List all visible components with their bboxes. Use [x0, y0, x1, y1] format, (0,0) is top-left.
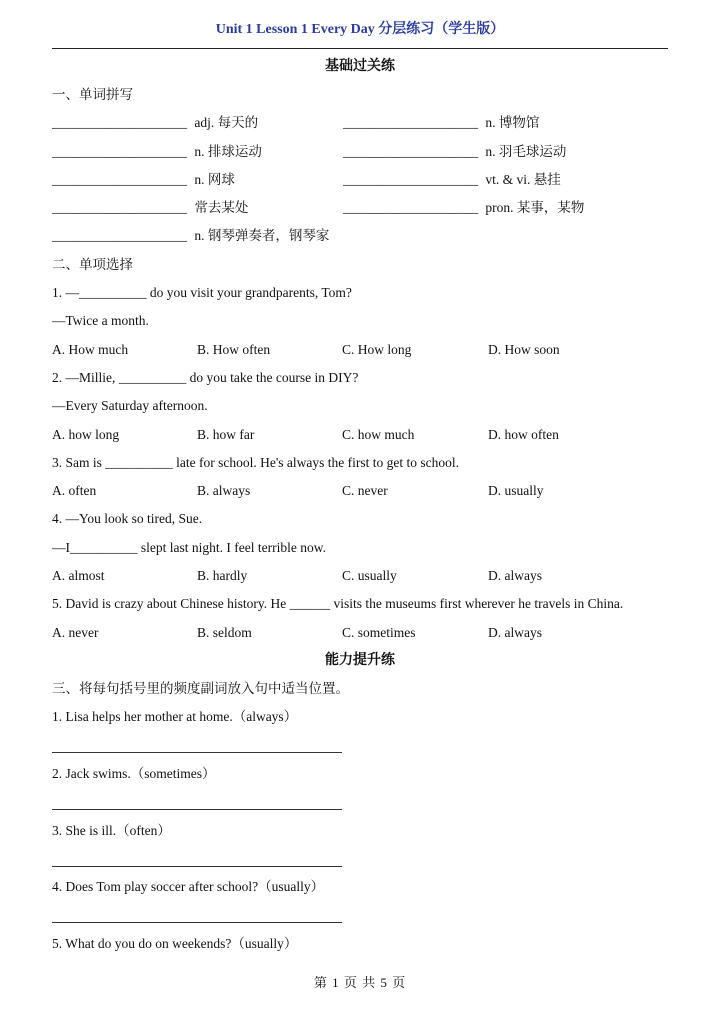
question-stem: 5. David is crazy about Chinese history. He ______ visits the museums first wherever he travels in China. — [52, 596, 624, 611]
vocab-gloss: 常去某处 — [194, 200, 249, 215]
vocab-item — [52, 199, 248, 217]
section-title-basic: 基础过关练 — [325, 59, 395, 74]
option-c[interactable]: C. sometimes — [342, 625, 416, 640]
vocab-item — [343, 171, 561, 189]
vocab-blank[interactable]: ____________________ — [343, 172, 478, 187]
vocab-item — [52, 171, 235, 189]
option-d[interactable]: D. how often — [488, 427, 559, 442]
vocab-item — [52, 227, 329, 245]
option-a[interactable]: A. almost — [52, 568, 105, 583]
rewrite-item: 1. Lisa helps her mother at home.（always） — [52, 709, 298, 724]
vocab-blank[interactable]: ____________________ — [343, 144, 478, 159]
option-a[interactable]: A. how long — [52, 427, 120, 442]
vocab-item — [52, 114, 258, 132]
vocab-blank[interactable]: ____________________ — [52, 200, 187, 215]
question-response: —Every Saturday afternoon. — [52, 398, 208, 413]
option-d[interactable]: D. always — [488, 625, 542, 640]
vocab-gloss: n. 博物馆 — [485, 115, 540, 130]
answer-line[interactable] — [52, 922, 342, 923]
vocab-blank[interactable]: ____________________ — [52, 144, 187, 159]
question-response: —I__________ slept last night. I feel terrible now. — [52, 540, 326, 555]
vocab-blank[interactable]: ____________________ — [52, 228, 187, 243]
option-a[interactable]: A. How much — [52, 342, 129, 357]
rewrite-item: 2. Jack swims.（sometimes） — [52, 766, 216, 781]
option-b[interactable]: B. how far — [197, 427, 255, 442]
option-b[interactable]: B. hardly — [197, 568, 248, 583]
vocab-item — [343, 199, 584, 217]
option-d[interactable]: D. How soon — [488, 342, 560, 357]
page-header-title: Unit 1 Lesson 1 Every Day 分层练习（学生版） — [215, 22, 505, 37]
vocab-item — [52, 143, 262, 161]
rewrite-item: 4. Does Tom play soccer after school?（usually） — [52, 879, 325, 894]
page-footer: 第 1 页 共 5 页 — [313, 975, 407, 990]
vocab-blank[interactable]: ____________________ — [343, 200, 478, 215]
answer-line[interactable] — [52, 752, 342, 753]
header-divider — [52, 48, 668, 49]
vocab-item — [343, 143, 566, 161]
option-c[interactable]: C. usually — [342, 568, 397, 583]
question-stem: 2. —Millie, __________ do you take the course in DIY? — [52, 370, 359, 385]
vocab-gloss: pron. 某事，某物 — [485, 200, 585, 215]
question-stem: 1. —__________ do you visit your grandparents, Tom? — [52, 285, 352, 300]
option-c[interactable]: C. never — [342, 483, 388, 498]
vocab-gloss: n. 网球 — [194, 172, 235, 187]
vocab-blank[interactable]: ____________________ — [52, 115, 187, 130]
rewrite-item: 5. What do you do on weekends?（usually） — [52, 936, 298, 951]
option-d[interactable]: D. usually — [488, 483, 544, 498]
vocab-blank[interactable]: ____________________ — [343, 115, 478, 130]
option-c[interactable]: C. how much — [342, 427, 415, 442]
option-a[interactable]: A. often — [52, 483, 97, 498]
question-response: —Twice a month. — [52, 313, 149, 328]
part3-heading: 三、将每句括号里的频度副词放入句中适当位置。 — [52, 681, 349, 696]
answer-line[interactable] — [52, 866, 342, 867]
vocab-item — [343, 114, 539, 132]
option-d[interactable]: D. always — [488, 568, 542, 583]
option-b[interactable]: B. seldom — [197, 625, 252, 640]
option-c[interactable]: C. How long — [342, 342, 412, 357]
vocab-gloss: n. 钢琴弹奏者，钢琴家 — [194, 228, 330, 243]
option-b[interactable]: B. always — [197, 483, 251, 498]
option-a[interactable]: A. never — [52, 625, 99, 640]
question-stem: 3. Sam is __________ late for school. He's always the first to get to school. — [52, 455, 459, 470]
part1-heading: 一、单词拼写 — [52, 87, 133, 102]
vocab-gloss: adj. 每天的 — [194, 115, 259, 130]
section-title-advanced: 能力提升练 — [325, 653, 395, 668]
vocab-gloss: vt. & vi. 悬挂 — [485, 172, 561, 187]
rewrite-item: 3. She is ill.（often） — [52, 823, 171, 838]
vocab-blank[interactable]: ____________________ — [52, 172, 187, 187]
option-b[interactable]: B. How often — [197, 342, 271, 357]
vocab-gloss: n. 羽毛球运动 — [485, 144, 567, 159]
part2-heading: 二、单项选择 — [52, 257, 133, 272]
vocab-gloss: n. 排球运动 — [194, 144, 262, 159]
answer-line[interactable] — [52, 809, 342, 810]
question-stem: 4. —You look so tired, Sue. — [52, 511, 203, 526]
